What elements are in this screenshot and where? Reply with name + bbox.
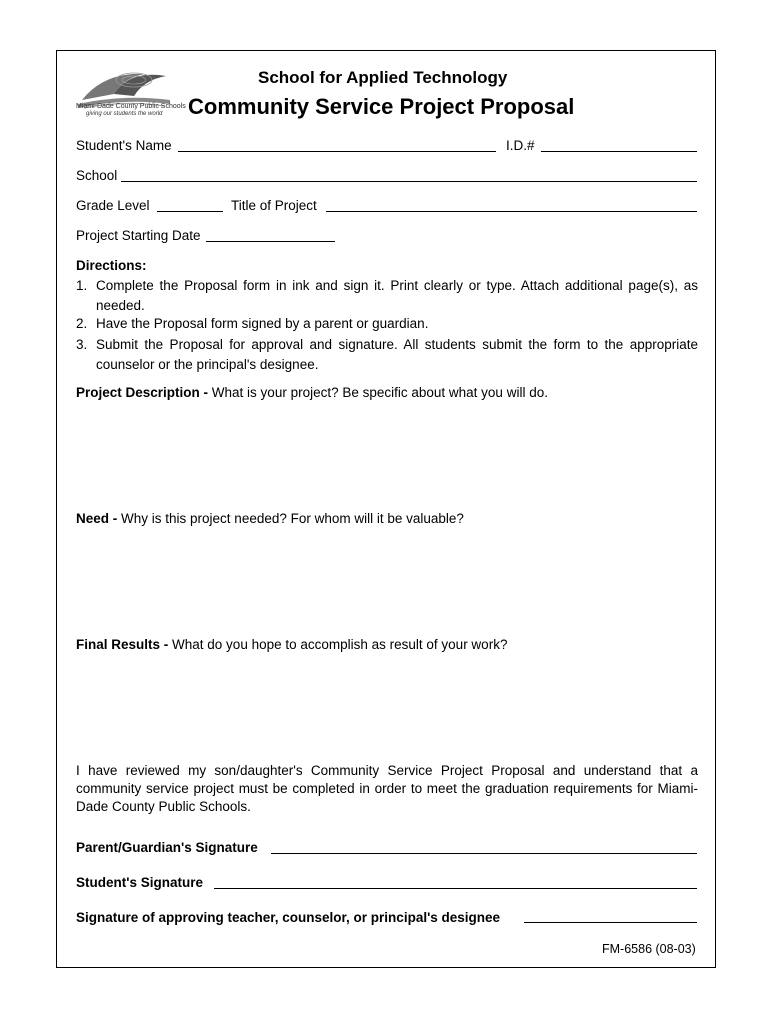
project-description-prompt: What is your project? Be specific about what you will do. (211, 385, 548, 400)
project-description-section (76, 385, 548, 400)
parent-signature-label: Parent/Guardian's Signature (76, 840, 258, 855)
grade-level-label: Grade Level (76, 198, 150, 213)
page-title: Community Service Project Proposal (188, 94, 575, 119)
form-number: FM-6586 (08-03) (602, 942, 696, 956)
logo-org-text: Miami-Dade County Public Schools (76, 103, 186, 110)
parent-signature-field[interactable] (271, 853, 697, 854)
direction-item: Submit the Proposal for approval and signature. All students submit the form to the appropriate counselor or the principal's designee. (96, 337, 698, 372)
project-description-label: Project Description - (76, 385, 209, 400)
need-prompt: Why is this project needed? For whom will it be valuable? (121, 511, 464, 526)
final-results-section (76, 637, 507, 652)
parent-statement: I have reviewed my son/daughter's Community Service Project Proposal and understand that a community service project must be completed in order to meet the graduation requirements for Miami-Dade County Public Schools. (76, 763, 698, 814)
approver-signature-field[interactable] (524, 922, 697, 923)
final-results-label: Final Results - (76, 637, 169, 652)
need-section (76, 511, 464, 526)
grade-level-field[interactable] (157, 211, 223, 212)
title-of-project-label: Title of Project (231, 198, 317, 213)
approver-signature-label: Signature of approving teacher, counselor, or principal's designee (76, 910, 501, 925)
directions-heading: Directions: (76, 258, 147, 273)
direction-item: Have the Proposal form signed by a parent or guardian. (96, 316, 429, 331)
student-name-field[interactable] (178, 151, 496, 152)
project-starting-date-field[interactable] (206, 241, 335, 242)
title-of-project-field[interactable] (326, 211, 697, 212)
final-results-prompt: What do you hope to accomplish as result of your work? (172, 637, 508, 652)
direction-number: 2. (76, 316, 88, 331)
student-signature-label: Student's Signature (76, 875, 203, 890)
school-name-heading: School for Applied Technology (258, 68, 508, 87)
direction-number: 1. (76, 278, 88, 293)
school-label: School (76, 168, 118, 183)
logo-tagline-text: giving our students the world (86, 111, 163, 117)
project-starting-date-label: Project Starting Date (76, 228, 201, 243)
direction-item: Complete the Proposal form in ink and sign it. Print clearly or type. Attach additional page(s), as needed. (96, 278, 698, 313)
id-label: I.D.# (506, 138, 535, 153)
direction-number: 3. (76, 337, 88, 352)
student-signature-field[interactable] (214, 888, 697, 889)
student-name-label: Student's Name (76, 138, 172, 153)
form-border (56, 50, 716, 968)
need-label: Need - (76, 511, 118, 526)
school-field[interactable] (121, 181, 697, 182)
id-field[interactable] (541, 151, 697, 152)
